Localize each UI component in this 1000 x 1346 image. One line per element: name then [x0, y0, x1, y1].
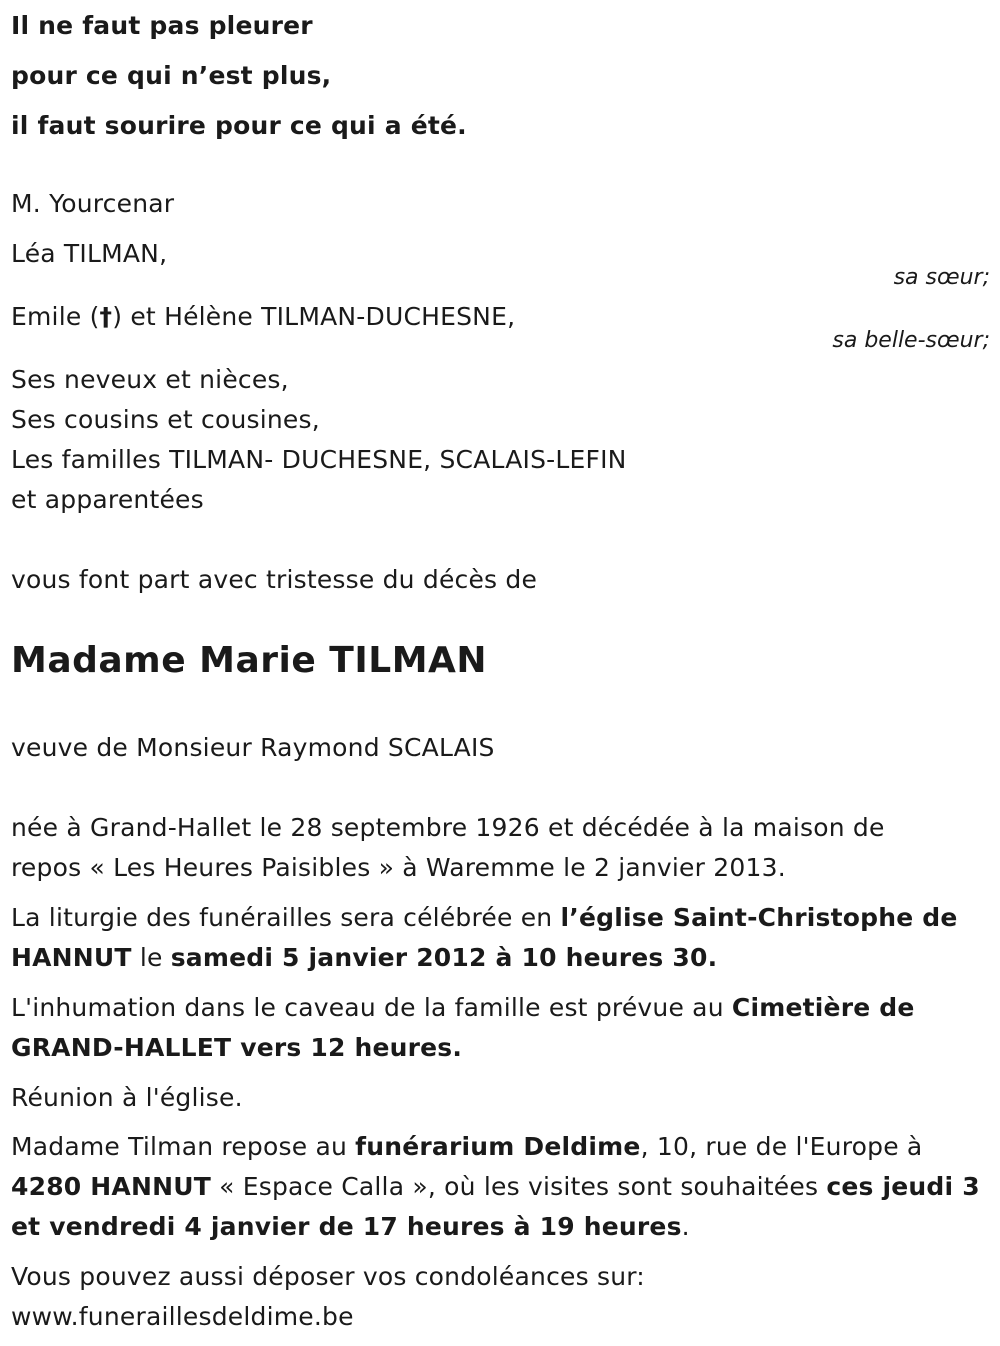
family-brother-line: [11, 297, 515, 337]
meeting: Réunion à l'église.: [11, 1083, 243, 1112]
widow-of: veuve de Monsieur Raymond SCALAIS: [11, 733, 495, 762]
condolences-website: www.funeraillesdeldime.be: [11, 1302, 354, 1331]
quote-line-1: Il ne faut pas pleurer: [11, 11, 313, 40]
family-related: et apparentées: [11, 485, 204, 514]
family-brother-relation: sa belle-sœur;: [832, 328, 990, 353]
birth-death-line-1: née à Grand-Hallet le 28 septembre 1926 et décédée à la maison de: [11, 813, 885, 842]
condolences-line-1: Vous pouvez aussi déposer vos condoléances sur:: [11, 1262, 645, 1291]
liturgy-church: l’église Saint-Christophe de: [560, 903, 958, 932]
liturgy-city: HANNUT: [11, 943, 132, 972]
family-nephews: Ses neveux et nièces,: [11, 365, 289, 394]
rest-line-1: [11, 1127, 922, 1167]
birth-death-line-2: repos « Les Heures Paisibles » à Waremme le 2 janvier 2013.: [11, 853, 786, 882]
rest-line-2: [11, 1167, 980, 1207]
rest-address: , 10, rue de l'Europe à: [640, 1132, 923, 1161]
rest-line-3: [11, 1207, 690, 1247]
rest-text-2: « Espace Calla », où les visites sont souhaitées: [210, 1172, 827, 1201]
rest-funerarium: funérarium Deldime: [355, 1132, 641, 1161]
rest-period: .: [681, 1212, 690, 1241]
rest-text-1: Madame Tilman repose au: [11, 1132, 356, 1161]
burial-place-time: GRAND-HALLET vers 12 heures.: [11, 1033, 463, 1062]
liturgy-line-1: [11, 898, 958, 938]
family-brother-pre: Emile (: [11, 302, 100, 331]
burial-cemetery: Cimetière de: [731, 993, 915, 1022]
liturgy-text-1: La liturgie des funérailles sera célébrée en: [11, 903, 561, 932]
family-sister-name: Léa TILMAN,: [11, 239, 168, 268]
quote-author: M. Yourcenar: [11, 189, 175, 218]
quote-line-3: il faut sourire pour ce qui a été.: [11, 111, 467, 140]
family-cousins: Ses cousins et cousines,: [11, 405, 320, 434]
burial-line-1: [11, 988, 915, 1028]
burial-line-2: [11, 1028, 462, 1068]
rest-visit-days-2: et vendredi 4 janvier de 17 heures à 19 heures: [11, 1212, 682, 1241]
liturgy-date: samedi 5 janvier 2012 à 10 heures 30.: [170, 943, 718, 972]
family-sister-relation: sa sœur;: [893, 265, 990, 290]
liturgy-line-2: [11, 938, 717, 978]
deceased-name: Madame Marie TILMAN: [11, 640, 488, 681]
family-brother-post: ) et Hélène TILMAN-DUCHESNE,: [112, 302, 516, 331]
rest-city: 4280 HANNUT: [11, 1172, 211, 1201]
rest-visit-days-1: ces jeudi 3: [826, 1172, 980, 1201]
announcement: vous font part avec tristesse du décès de: [11, 565, 538, 594]
burial-text-1: L'inhumation dans le caveau de la famille est prévue au: [11, 993, 732, 1022]
family-families: Les familles TILMAN- DUCHESNE, SCALAIS-LEFIN: [11, 445, 627, 474]
quote-line-2: pour ce qui n’est plus,: [11, 61, 332, 90]
cross-icon: †: [99, 302, 113, 331]
liturgy-text-2: le: [131, 943, 171, 972]
